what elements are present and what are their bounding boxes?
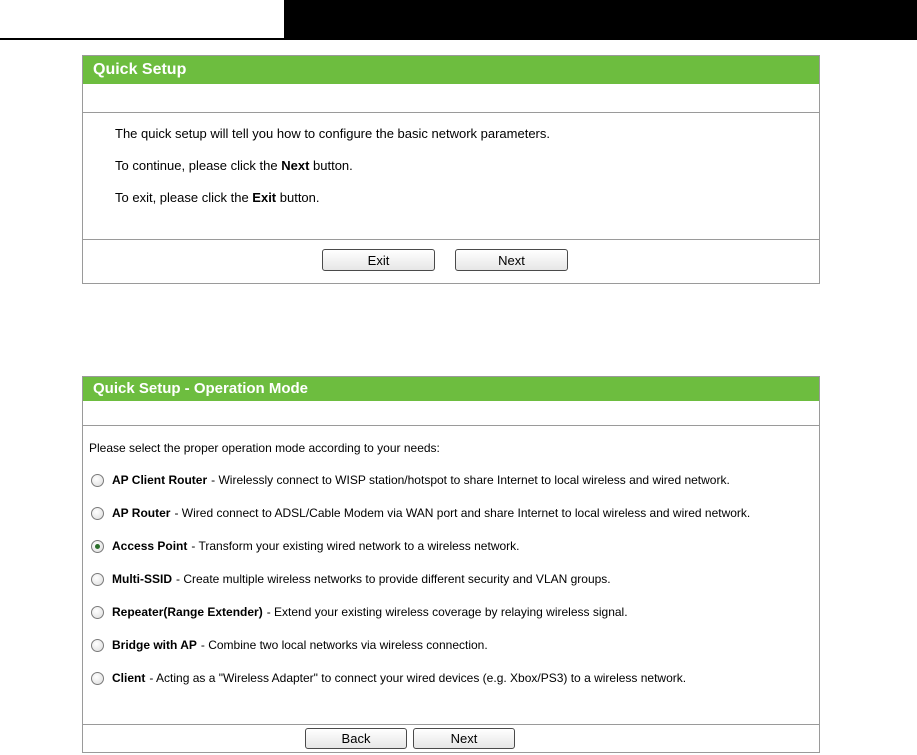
- mode-option-client[interactable]: Client - Acting as a "Wireless Adapter" to connect your wired devices (e.g. Xbox/PS3) to a wireless network.: [91, 671, 686, 685]
- next-button[interactable]: Next: [455, 249, 568, 271]
- radio-button[interactable]: [91, 474, 104, 487]
- operation-mode-panel: [82, 376, 820, 753]
- mode-option-multi-ssid[interactable]: Multi-SSID - Create multiple wireless networks to provide different security and VLAN groups.: [91, 572, 611, 586]
- panel-spacer: [83, 401, 819, 426]
- header-rule: [0, 38, 284, 40]
- mode-option-bridge-with-ap[interactable]: Bridge with AP - Combine two local networks via wireless connection.: [91, 638, 488, 652]
- panel-title: Quick Setup: [83, 56, 819, 84]
- quick-setup-text: [83, 114, 819, 239]
- mode-option-access-point[interactable]: Access Point - Transform your existing wired network to a wireless network.: [91, 539, 520, 553]
- header-bar: [284, 0, 917, 40]
- back-button[interactable]: Back: [305, 728, 407, 749]
- continue-line: To continue, please click the Next button.: [115, 158, 353, 173]
- quick-setup-panel: [82, 55, 820, 284]
- button-bar: [83, 239, 819, 283]
- radio-button[interactable]: [91, 507, 104, 520]
- radio-button[interactable]: [91, 672, 104, 685]
- next-button[interactable]: Next: [413, 728, 515, 749]
- button-bar: [83, 724, 819, 752]
- panel-spacer: [83, 84, 819, 113]
- radio-button[interactable]: [91, 606, 104, 619]
- exit-line: To exit, please click the Exit button.: [115, 190, 320, 205]
- radio-button-selected[interactable]: [91, 540, 104, 553]
- exit-button[interactable]: Exit: [322, 249, 435, 271]
- radio-button[interactable]: [91, 573, 104, 586]
- mode-intro-text: Please select the proper operation mode according to your needs:: [89, 441, 440, 455]
- mode-option-ap-client-router[interactable]: AP Client Router - Wirelessly connect to WISP station/hotspot to share Internet to local wireless and wired network.: [91, 473, 730, 487]
- intro-line: The quick setup will tell you how to configure the basic network parameters.: [115, 126, 550, 141]
- mode-option-ap-router[interactable]: AP Router - Wired connect to ADSL/Cable Modem via WAN port and share Internet to local wireless and wired network.: [91, 506, 750, 520]
- panel-title: Quick Setup - Operation Mode: [83, 377, 819, 401]
- mode-option-repeater[interactable]: Repeater(Range Extender) - Extend your existing wireless coverage by relaying wireless signal.: [91, 605, 628, 619]
- radio-button[interactable]: [91, 639, 104, 652]
